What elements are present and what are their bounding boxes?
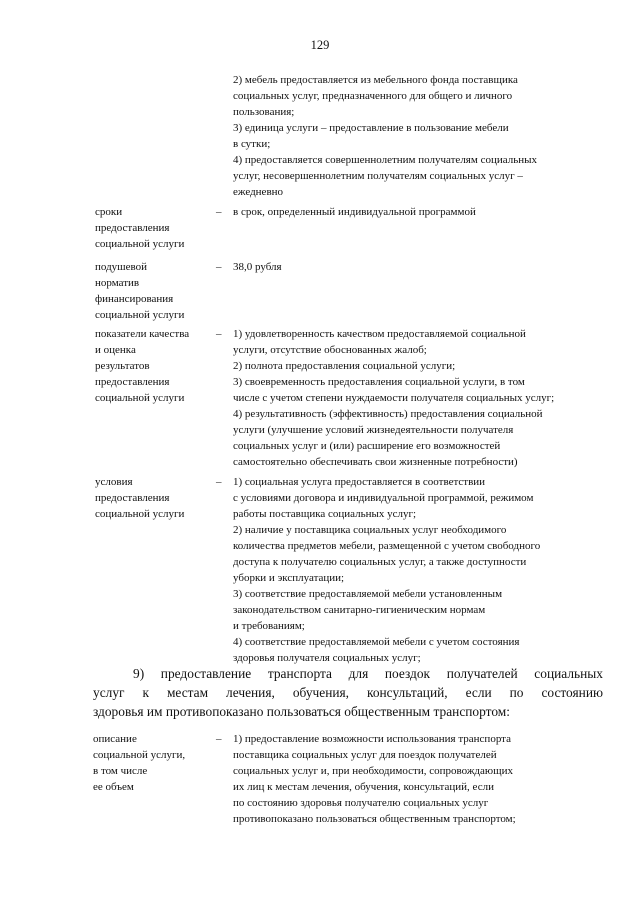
row-label (95, 204, 210, 252)
value-line: услуги, отсутствие обоснованных жалоб; (233, 344, 427, 356)
value-line: 1) предоставление возможности использования транспорта (233, 733, 511, 745)
value-line: социальных услуг и, при необходимости, сопровождающих (233, 765, 513, 777)
value-line: и требованиям; (233, 620, 305, 632)
value-line: количества предметов мебели, размещенной с учетом свободного (233, 540, 541, 552)
value-line: 4) результативность (эффективность) предоставления социальной (233, 408, 543, 420)
row-dash: – (216, 328, 222, 340)
value-line: социальных услуг и (или) расширение его возможностей (233, 440, 501, 452)
value-line: здоровья получателя социальных услуг; (233, 652, 421, 664)
value-line: работы поставщика социальных услуг; (233, 508, 417, 520)
value-line: 3) своевременность предоставления социальной услуги, в том (233, 376, 525, 388)
text-line: пользования; (233, 106, 295, 118)
row-label (93, 731, 208, 795)
text-line: 2) мебель предоставляется из мебельного фонда поставщика (233, 74, 518, 86)
value-line: поставщика социальных услуг для поездок получателей (233, 749, 497, 761)
continuation-block (233, 72, 537, 200)
row-value (233, 204, 603, 220)
row-dash: – (216, 476, 222, 488)
text-line: 3) единица услуги – предоставление в пользование мебели (233, 122, 509, 134)
page-number: 129 (310, 38, 330, 52)
label-line: ее объем (93, 781, 134, 793)
heading-line: услуг к местам лечения, обучения, консультаций, если по состоянию (93, 685, 603, 700)
value-line: по состоянию здоровья получателю социальных услуг (233, 797, 489, 809)
value-line: 3) соответствие предоставляемой мебели установленным (233, 588, 503, 600)
row-value (233, 731, 603, 827)
label-line: условия (95, 476, 133, 488)
text-line: ежедневно (233, 186, 284, 198)
label-line: финансирования (95, 293, 174, 305)
text-line: социальных услуг, предназначенного для общего и личного (233, 90, 513, 102)
label-line: описание (93, 733, 137, 745)
section-heading (93, 664, 603, 721)
value-line: уборки и эксплуатации; (233, 572, 345, 584)
label-line: социальной услуги, (93, 749, 186, 761)
label-line: сроки (95, 206, 123, 218)
row-value (233, 259, 603, 275)
value-line: 38,0 рубля (233, 261, 282, 273)
row-dash: – (216, 261, 222, 273)
value-line: с условиями договора и индивидуальной программой, режимом (233, 492, 534, 504)
value-line: 1) удовлетворенность качеством предоставляемой социальной (233, 328, 526, 340)
label-line: социальной услуги (95, 508, 185, 520)
value-line: числе с учетом степени нуждаемости получателя социальных услуг; (233, 392, 555, 404)
row-dash: – (216, 206, 222, 218)
value-line: их лиц к местам лечения, обучения, консультаций, если (233, 781, 494, 793)
row-value (233, 326, 603, 470)
value-line: в срок, определенный индивидуальной программой (233, 206, 476, 218)
label-line: и оценка (95, 344, 136, 356)
label-line: норматив (95, 277, 140, 289)
value-line: самостоятельно обеспечивать свои жизненные потребности) (233, 456, 518, 468)
row-label (95, 474, 210, 522)
row-label (95, 326, 210, 406)
label-line: результатов (95, 360, 150, 372)
label-line: показатели качества (95, 328, 190, 340)
text-line: 4) предоставляется совершеннолетним получателям социальных (233, 154, 537, 166)
value-line: законодательством санитарно-гигиеническим нормам (233, 604, 486, 616)
label-line: предоставления (95, 222, 170, 234)
text-line: услуг, несовершеннолетним получателям социальных услуг – (233, 170, 523, 182)
value-line: доступа к получателю социальных услуг, а также доступности (233, 556, 527, 568)
value-line: 1) социальная услуга предоставляется в соответствии (233, 476, 486, 488)
heading-line: 9) предоставление транспорта для поездок получателей социальных (133, 666, 603, 681)
label-line: социальной услуги (95, 238, 185, 250)
label-line: предоставления (95, 376, 170, 388)
label-line: социальной услуги (95, 392, 185, 404)
row-dash: – (216, 733, 222, 745)
heading-line: здоровья им противопоказано пользоваться общественным транспортом: (93, 704, 510, 719)
value-line: 2) полнота предоставления социальной услуги; (233, 360, 456, 372)
label-line: предоставления (95, 492, 170, 504)
value-line: 4) соответствие предоставляемой мебели с учетом состояния (233, 636, 520, 648)
text-line: в сутки; (233, 138, 271, 150)
value-line: противопоказано пользоваться общественным транспортом; (233, 813, 516, 825)
label-line: подушевой (95, 261, 148, 273)
label-line: в том числе (93, 765, 148, 777)
label-line: социальной услуги (95, 309, 185, 321)
row-value (233, 474, 603, 666)
row-label (95, 259, 210, 323)
value-line: 2) наличие у поставщика социальных услуг необходимого (233, 524, 507, 536)
value-line: услуги (улучшение условий жизнедеятельности получателя (233, 424, 514, 436)
